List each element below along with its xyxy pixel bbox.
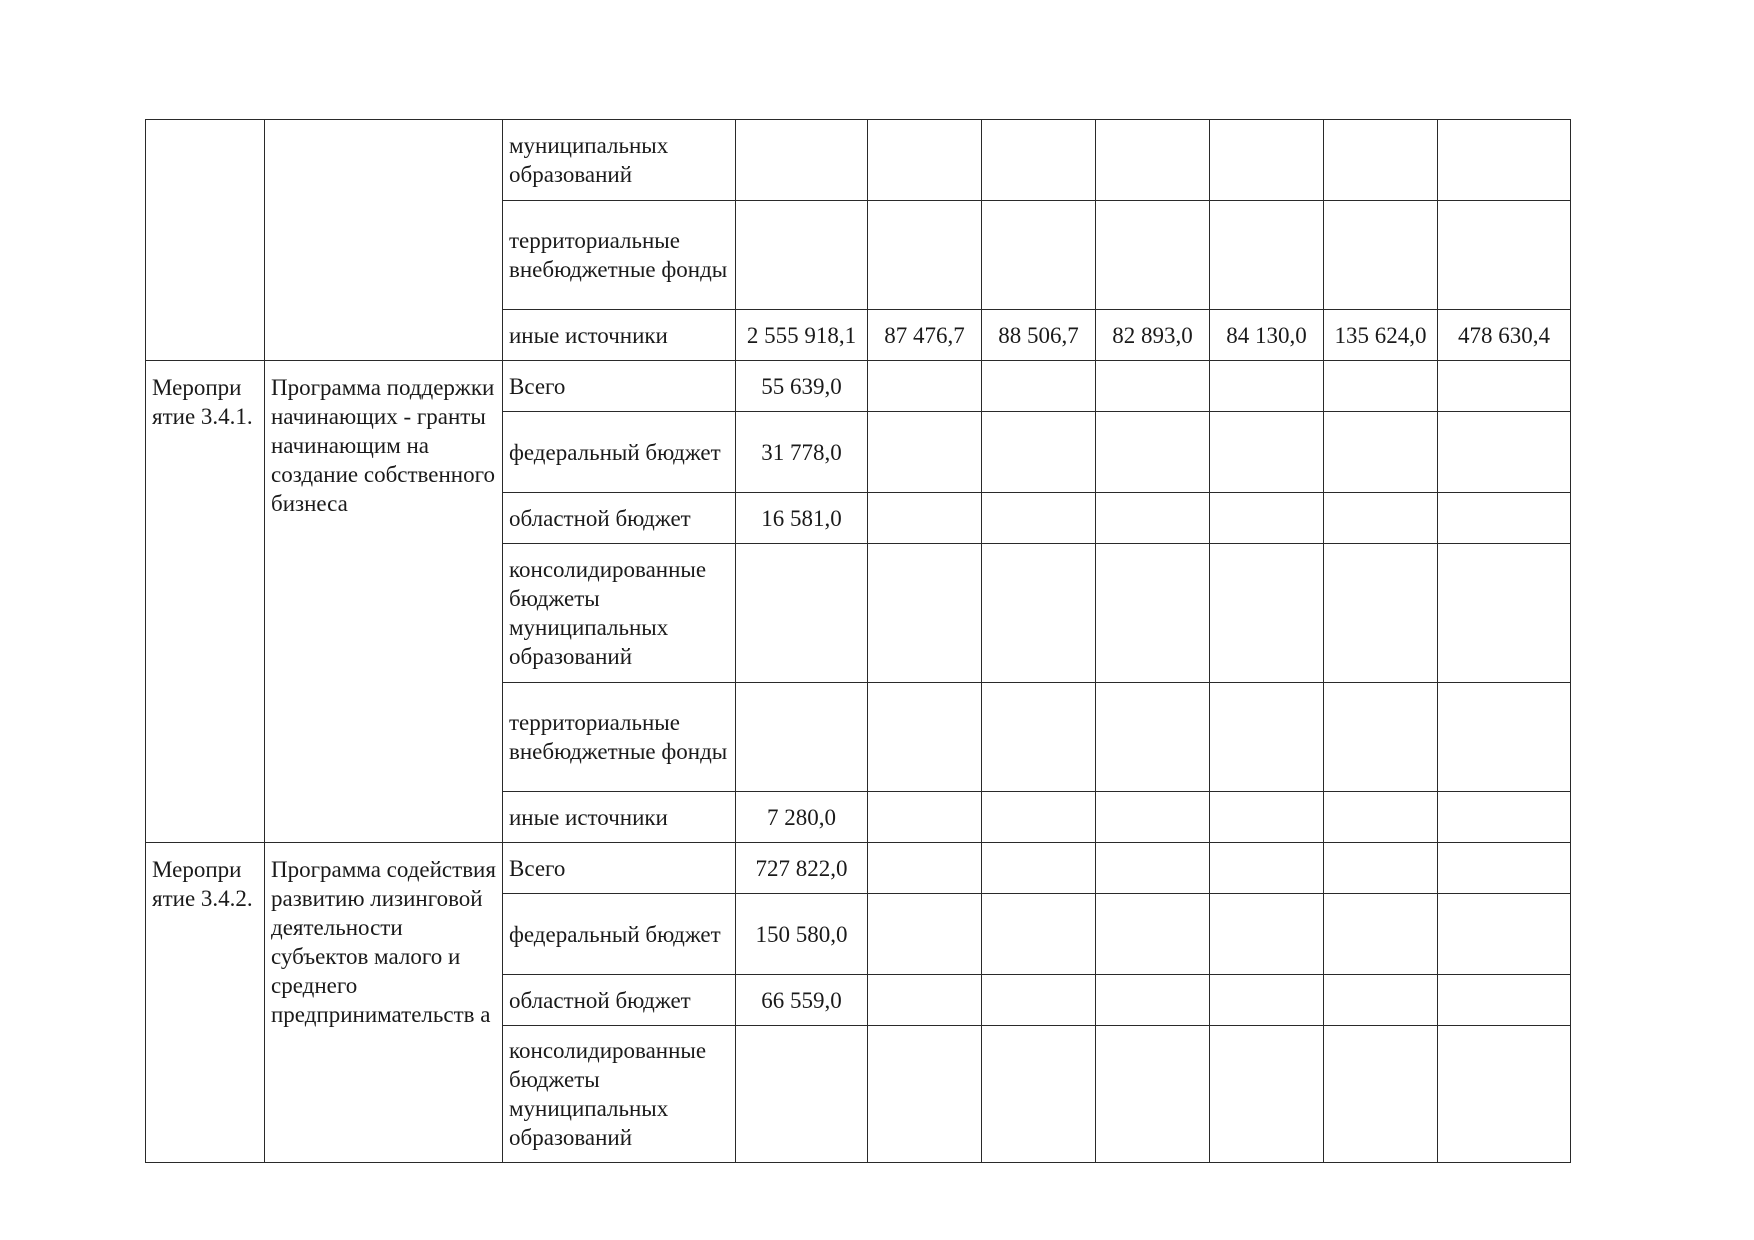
value-cell: [1438, 201, 1571, 310]
value-cell: [982, 412, 1096, 493]
value-cell: [1324, 544, 1438, 683]
value-cell: [1210, 843, 1324, 894]
source-cell: консолидированные бюджеты муниципальных образований: [503, 544, 736, 683]
value-cell: [736, 683, 868, 792]
source-cell: территориальные внебюджетные фонды: [503, 201, 736, 310]
value-cell: [1096, 894, 1210, 975]
value-cell: [1210, 792, 1324, 843]
value-cell: [982, 493, 1096, 544]
value-cell: 7 280,0: [736, 792, 868, 843]
value-cell: [1324, 683, 1438, 792]
value-cell: [982, 792, 1096, 843]
value-cell: [1210, 493, 1324, 544]
value-cell: [1096, 544, 1210, 683]
measure-number-cell: [146, 120, 265, 361]
value-cell: [736, 1026, 868, 1163]
value-cell: [736, 544, 868, 683]
value-cell: [1438, 544, 1571, 683]
measure-name-cell: Программа содействия развитию лизинговой деятельности субъектов малого и среднего предпринимательств а: [265, 843, 503, 1163]
source-cell: иные источники: [503, 310, 736, 361]
source-cell: Всего: [503, 843, 736, 894]
value-cell: [1324, 975, 1438, 1026]
value-cell: [1096, 792, 1210, 843]
value-cell: [1210, 1026, 1324, 1163]
source-cell: областной бюджет: [503, 493, 736, 544]
value-cell: [1096, 120, 1210, 201]
value-cell: [982, 894, 1096, 975]
value-cell: [868, 792, 982, 843]
value-cell: [868, 975, 982, 1026]
value-cell: [1438, 120, 1571, 201]
value-cell: [736, 120, 868, 201]
value-cell: 55 639,0: [736, 361, 868, 412]
value-cell: 87 476,7: [868, 310, 982, 361]
value-cell: [1438, 894, 1571, 975]
value-cell: 88 506,7: [982, 310, 1096, 361]
value-cell: [1096, 975, 1210, 1026]
value-cell: [1210, 412, 1324, 493]
source-cell: федеральный бюджет: [503, 894, 736, 975]
table-row: [146, 120, 1571, 201]
value-cell: [1438, 683, 1571, 792]
value-cell: [982, 683, 1096, 792]
measure-number-cell: Меропри ятие 3.4.2.: [146, 843, 265, 1163]
value-cell: [1324, 201, 1438, 310]
value-cell: [982, 120, 1096, 201]
value-cell: [868, 412, 982, 493]
value-cell: 31 778,0: [736, 412, 868, 493]
value-cell: [1438, 412, 1571, 493]
value-cell: [1438, 843, 1571, 894]
value-cell: [1438, 1026, 1571, 1163]
value-cell: [1096, 683, 1210, 792]
table-row: [146, 361, 1571, 412]
value-cell: [1210, 544, 1324, 683]
source-cell: федеральный бюджет: [503, 412, 736, 493]
value-cell: [982, 975, 1096, 1026]
value-cell: [1438, 792, 1571, 843]
value-cell: [1096, 412, 1210, 493]
value-cell: [1096, 1026, 1210, 1163]
value-cell: 150 580,0: [736, 894, 868, 975]
value-cell: [1210, 201, 1324, 310]
value-cell: [1324, 361, 1438, 412]
value-cell: [868, 493, 982, 544]
value-cell: 2 555 918,1: [736, 310, 868, 361]
value-cell: [1210, 683, 1324, 792]
measure-name-cell: Программа поддержки начинающих - гранты начинающим на создание собственного бизнеса: [265, 361, 503, 843]
source-cell: иные источники: [503, 792, 736, 843]
value-cell: [1438, 493, 1571, 544]
value-cell: 82 893,0: [1096, 310, 1210, 361]
source-cell: Всего: [503, 361, 736, 412]
value-cell: [1096, 361, 1210, 412]
value-cell: [868, 894, 982, 975]
value-cell: [1210, 361, 1324, 412]
value-cell: [868, 361, 982, 412]
source-cell: муниципальных образований: [503, 120, 736, 201]
value-cell: [868, 120, 982, 201]
value-cell: [1438, 361, 1571, 412]
value-cell: 727 822,0: [736, 843, 868, 894]
value-cell: [1324, 894, 1438, 975]
funding-table: [145, 119, 1571, 1163]
value-cell: [868, 201, 982, 310]
value-cell: [982, 201, 1096, 310]
value-cell: [982, 843, 1096, 894]
value-cell: [868, 683, 982, 792]
value-cell: [1096, 201, 1210, 310]
value-cell: 84 130,0: [1210, 310, 1324, 361]
table-row: [146, 843, 1571, 894]
value-cell: [868, 1026, 982, 1163]
value-cell: 478 630,4: [1438, 310, 1571, 361]
value-cell: [1324, 792, 1438, 843]
value-cell: [736, 201, 868, 310]
source-cell: территориальные внебюджетные фонды: [503, 683, 736, 792]
value-cell: [868, 544, 982, 683]
value-cell: [1324, 493, 1438, 544]
value-cell: [982, 1026, 1096, 1163]
value-cell: [1210, 120, 1324, 201]
value-cell: [982, 361, 1096, 412]
measure-name-cell: [265, 120, 503, 361]
value-cell: [982, 544, 1096, 683]
value-cell: [868, 843, 982, 894]
source-cell: областной бюджет: [503, 975, 736, 1026]
value-cell: [1096, 843, 1210, 894]
value-cell: 16 581,0: [736, 493, 868, 544]
value-cell: [1324, 843, 1438, 894]
value-cell: [1324, 1026, 1438, 1163]
value-cell: [1324, 120, 1438, 201]
value-cell: [1096, 493, 1210, 544]
value-cell: 135 624,0: [1324, 310, 1438, 361]
measure-number-cell: Меропри ятие 3.4.1.: [146, 361, 265, 843]
value-cell: [1324, 412, 1438, 493]
value-cell: [1210, 894, 1324, 975]
source-cell: консолидированные бюджеты муниципальных образований: [503, 1026, 736, 1163]
value-cell: [1438, 975, 1571, 1026]
value-cell: 66 559,0: [736, 975, 868, 1026]
value-cell: [1210, 975, 1324, 1026]
